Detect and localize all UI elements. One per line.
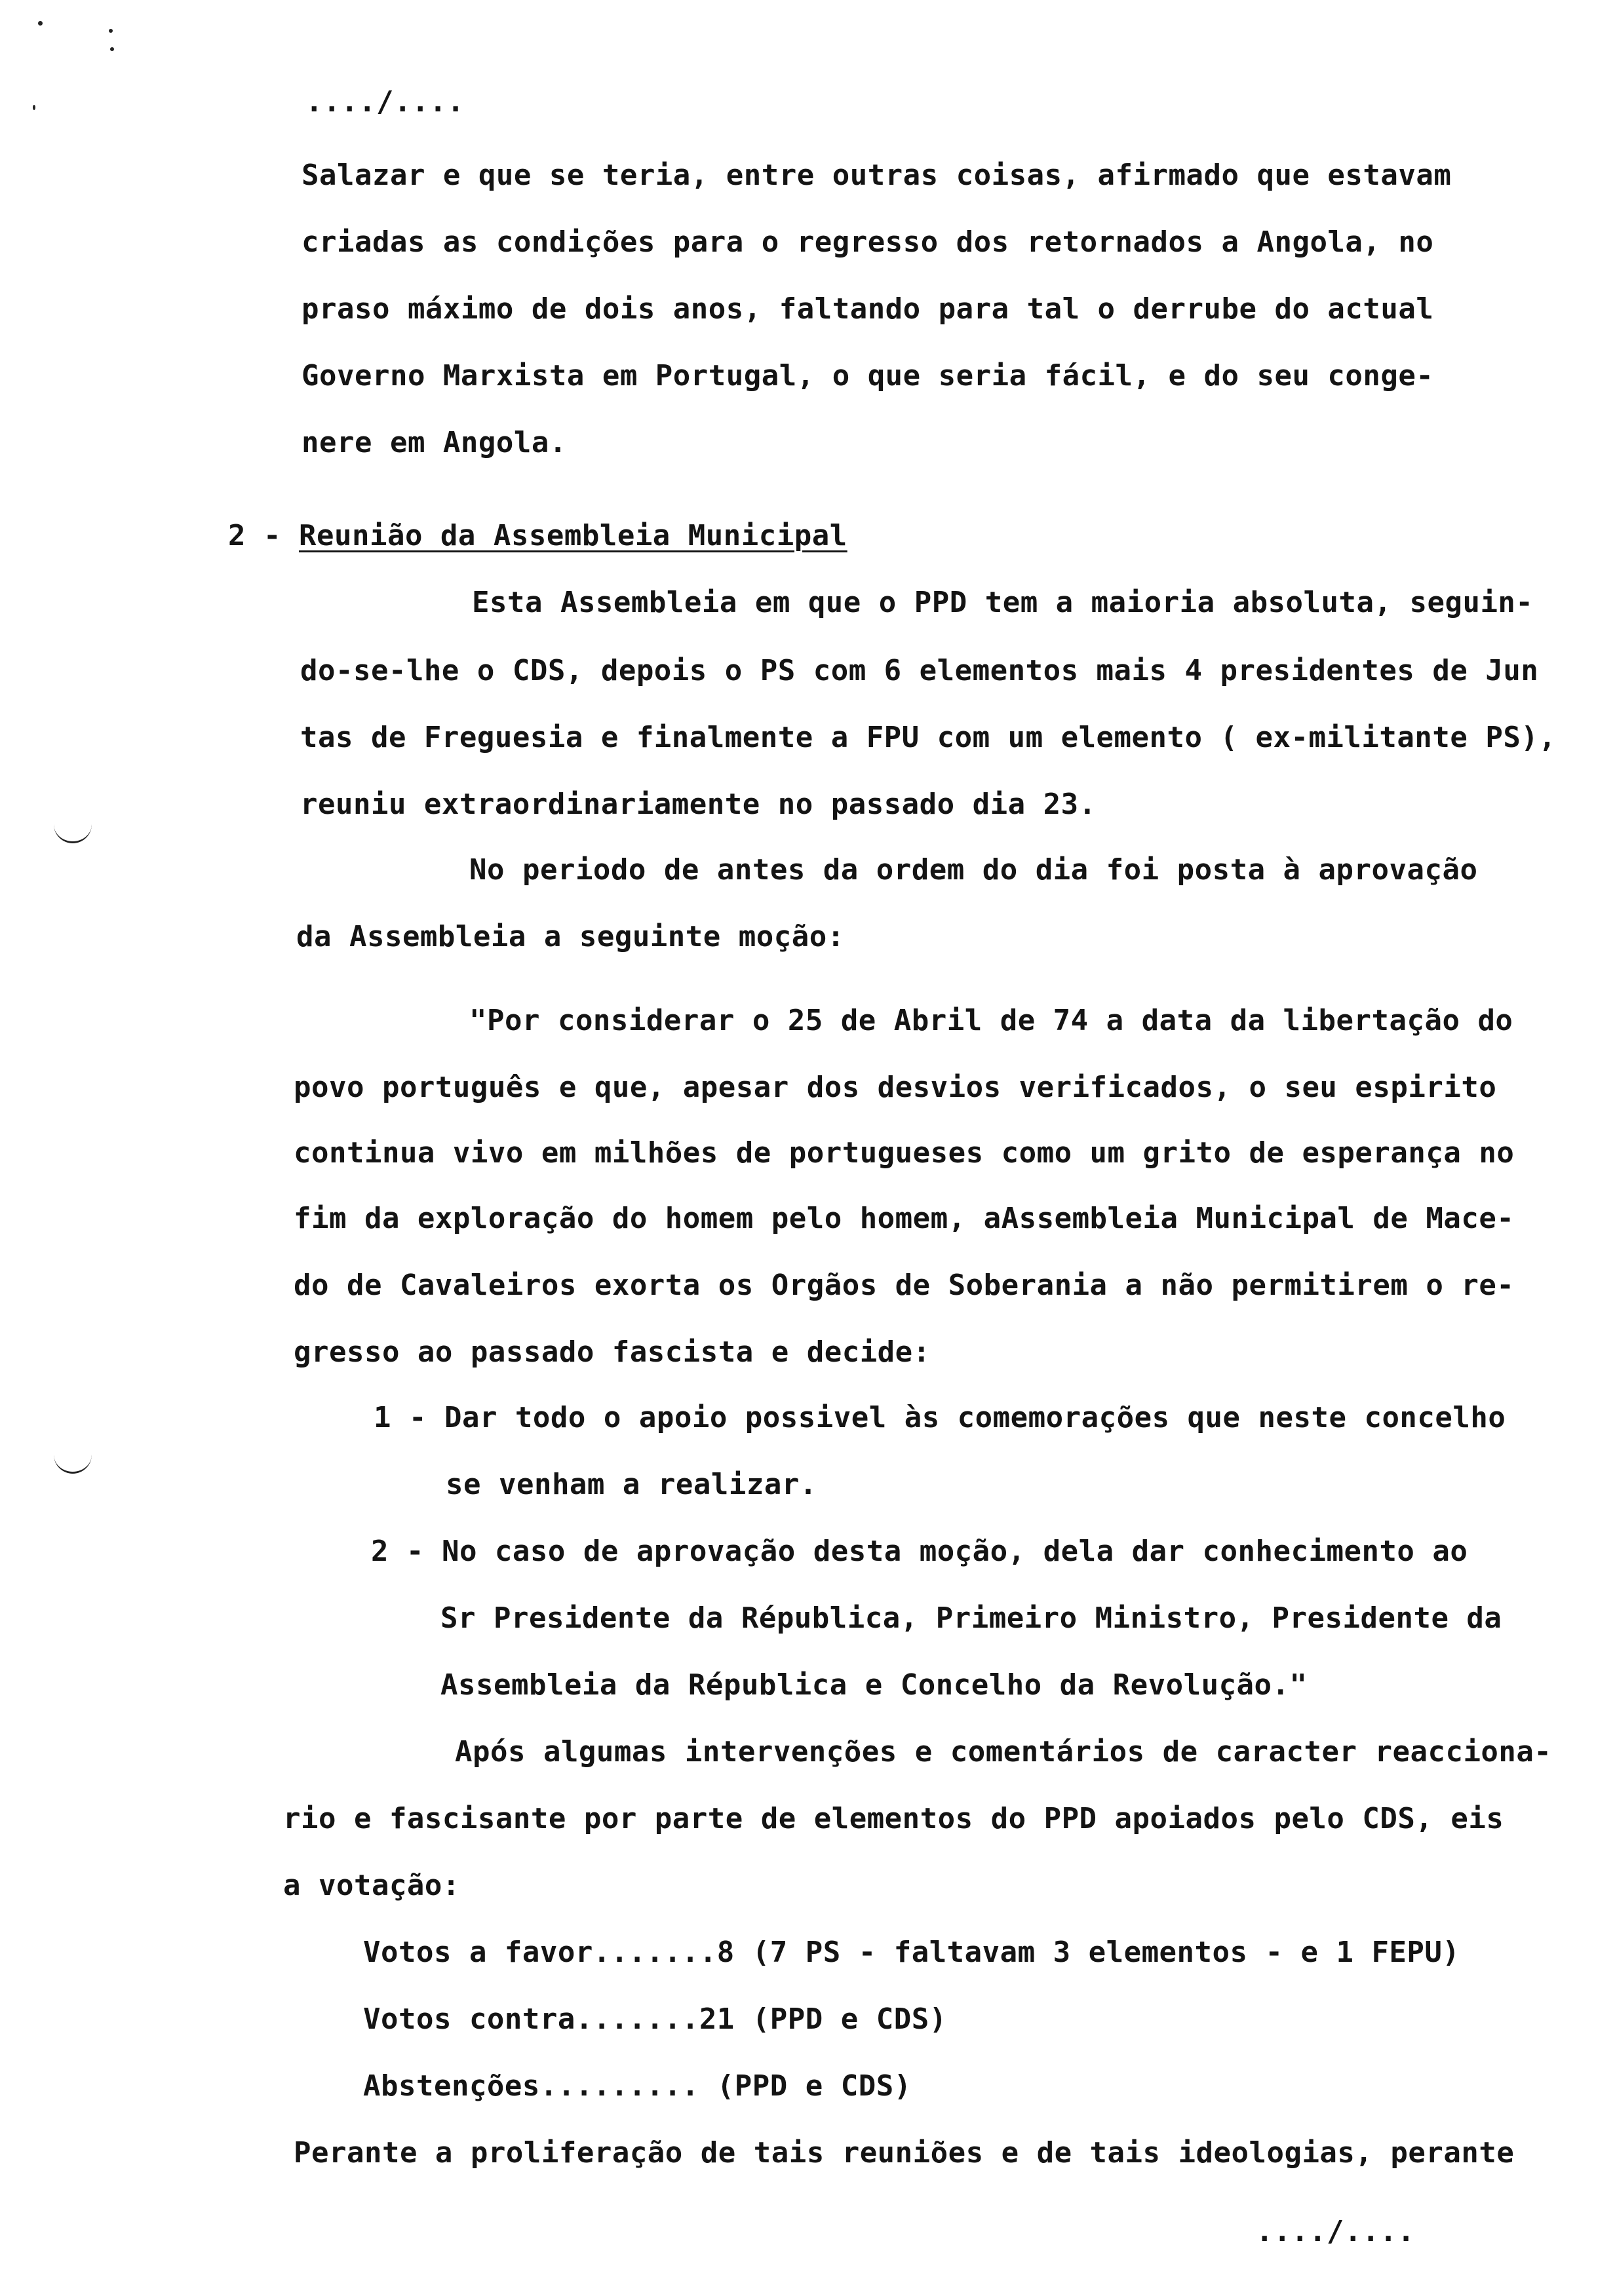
para1-line: Salazar e que se teria, entre outras coisas, afirmado que estavam — [302, 159, 1452, 192]
section-paragraph-line: reuniu extraordinariamente no passado dia 23. — [300, 788, 1097, 821]
footer-continuation: ..../.... — [1256, 2215, 1415, 2248]
closing-line: Perante a proliferação de tais reuniões e de tais ideologias, perante — [294, 2136, 1515, 2170]
motion-text-line: "Por considerar o 25 de Abril de 74 a data da libertação do — [469, 1004, 1513, 1037]
section-paragraph-line: Esta Assembleia em que o PPD tem a maioria absoluta, seguin- — [472, 586, 1534, 619]
vote-line: Votos a favor.......8 (7 PS - faltavam 3 elementos - e 1 FEPU) — [363, 1936, 1460, 1969]
motion-text-line: gresso ao passado fascista e decide: — [294, 1335, 931, 1369]
para1-line: criadas as condições para o regresso dos retornados a Angola, no — [302, 225, 1434, 259]
margin-dot — [33, 105, 35, 110]
punch-hole-mark — [54, 824, 92, 843]
motion-text-line: fim da exploração do homem pelo homem, aAssembleia Municipal de Mace- — [294, 1202, 1515, 1235]
para1-line: praso máximo de dois anos, faltando para tal o derrube do actual — [302, 292, 1434, 326]
section-paragraph-line: tas de Freguesia e finalmente a FPU com um elemento ( ex-militante PS), — [300, 721, 1557, 754]
after-motion-line: rio e fascisante por parte de elementos do PPD apoiados pelo CDS, eis — [283, 1802, 1504, 1835]
motion-text-line: povo português e que, apesar dos desvios verificados, o seu espirito — [294, 1071, 1497, 1104]
motion-item-line: se venham a realizar. — [446, 1468, 817, 1501]
motion-intro-line: da Assembleia a seguinte moção: — [296, 920, 845, 953]
punch-hole-mark — [54, 1455, 92, 1474]
after-motion-line: Após algumas intervenções e comentários de caracter reacciona- — [455, 1735, 1552, 1769]
motion-item-line: 1 - Dar todo o apoio possivel às comemorações que neste concelho — [374, 1401, 1506, 1434]
after-motion-line: a votação: — [283, 1869, 460, 1902]
section-number: 2 - — [228, 519, 281, 552]
vote-line: Votos contra.......21 (PPD e CDS) — [363, 2002, 947, 2036]
motion-text-line: continua vivo em milhões de portugueses como um grito de esperança no — [294, 1136, 1515, 1170]
section-paragraph-line: do-se-lhe o CDS, depois o PS com 6 elementos mais 4 presidentes de Jun — [300, 654, 1539, 687]
margin-dot — [110, 47, 114, 51]
motion-item-line: Assembleia da Républica e Concelho da Revolução." — [440, 1668, 1308, 1702]
motion-text-line: do de Cavaleiros exorta os Orgãos de Soberania a não permitirem o re- — [294, 1269, 1515, 1302]
section-title: Reunião da Assembleia Municipal — [299, 519, 847, 552]
para1-line: Governo Marxista em Portugal, o que seria fácil, e do seu conge- — [302, 359, 1434, 392]
motion-item-line: Sr Presidente da Républica, Primeiro Ministro, Presidente da — [440, 1601, 1502, 1635]
para1-line: nere em Angola. — [302, 426, 567, 459]
motion-item-line: 2 - No caso de aprovação desta moção, dela dar conhecimento ao — [371, 1535, 1468, 1568]
margin-dot — [109, 29, 113, 33]
motion-intro-line: No periodo de antes da ordem do dia foi posta à aprovação — [469, 853, 1478, 887]
header-continuation: ..../.... — [305, 85, 465, 119]
vote-line: Abstenções......... (PPD e CDS) — [363, 2069, 912, 2103]
margin-dot — [38, 21, 43, 26]
